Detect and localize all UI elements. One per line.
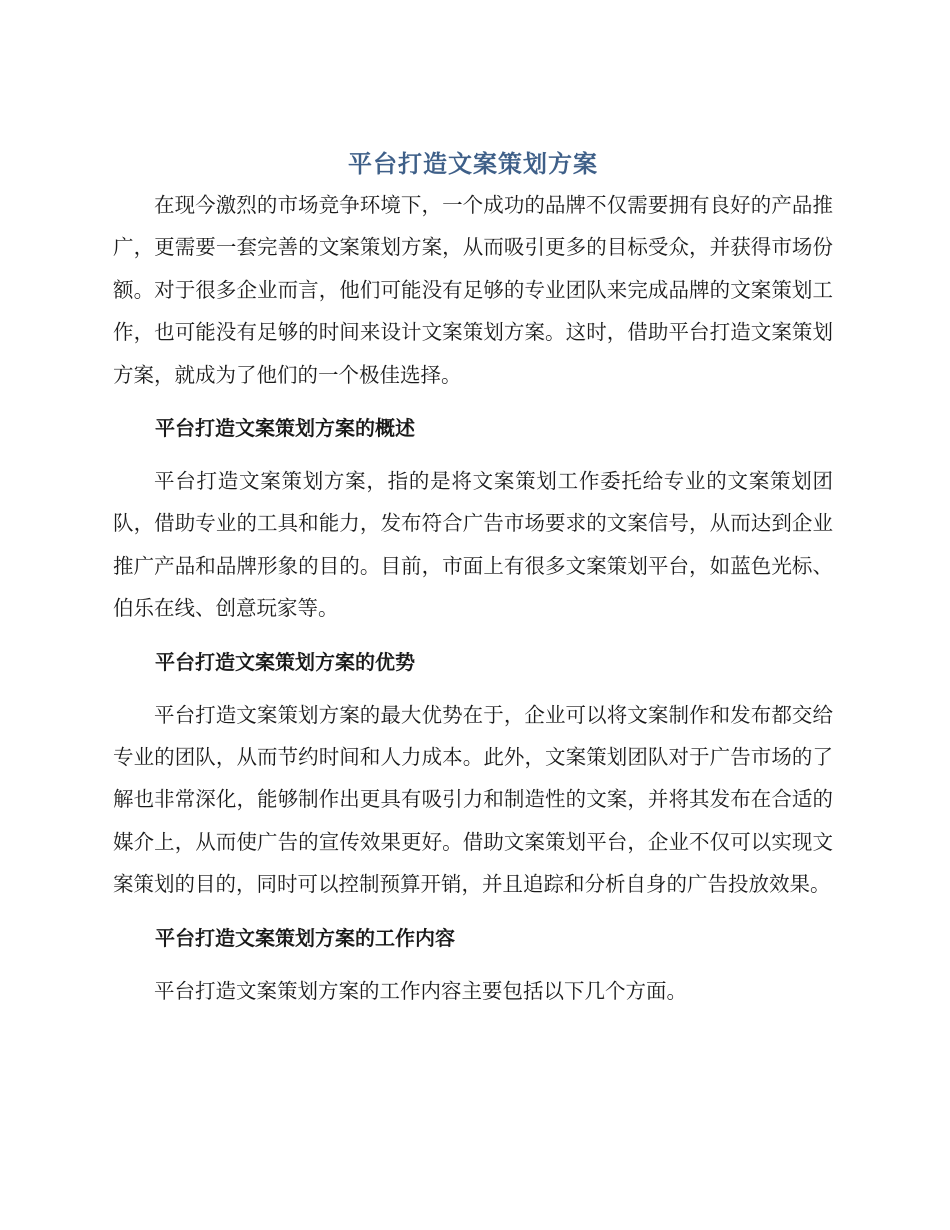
section-heading-overview: 平台打造文案策划方案的概述 — [155, 416, 415, 441]
section-body-advantages: 平台打造文案策划方案的最大优势在于，企业可以将文案制作和发布都交给专业的团队，从而节约时间和人力成本。此外，文案策划团队对于广告市场的了解也非常深化，能够制作出更具有吸引力和制造性的文案，并将其发布在合适的媒介上，从而使广告的宣传效果更好。借助文案策划平台，企业不仅可以实现文案策划的目的，同时可以控制预算开销，并且追踪和分析自身的广告投放效果。 — [113, 702, 833, 897]
document-page — [113, 144, 833, 1012]
document-title: 平台打造文案策划方案 — [348, 150, 598, 178]
section-heading-advantages: 平台打造文案策划方案的优势 — [155, 649, 415, 674]
section-body-overview: 平台打造文案策划方案，指的是将文案策划工作委托给专业的文案策划团队，借助专业的工具和能力，发布符合广告市场要求的文案信号，从而达到企业推广产品和品牌形象的目的。目前，市面上有很多文案策划平台，如蓝色光标、伯乐在线、创意玩家等。 — [113, 469, 833, 621]
section-heading-work-content: 平台打造文案策划方案的工作内容 — [155, 925, 455, 950]
section-body-work-content: 平台打造文案策划方案的工作内容主要包括以下几个方面。 — [154, 978, 687, 1003]
intro-paragraph: 在现今激烈的市场竞争环境下，一个成功的品牌不仅需要拥有良好的产品推广，更需要一套完善的文案策划方案，从而吸引更多的目标受众，并获得市场份额。对于很多企业而言，他们可能没有足够的专业团队来完成品牌的文案策划工作，也可能没有足够的时间来设计文案策划方案。这时，借助平台打造文案策划方案，就成为了他们的一个极佳选择。 — [113, 193, 833, 387]
